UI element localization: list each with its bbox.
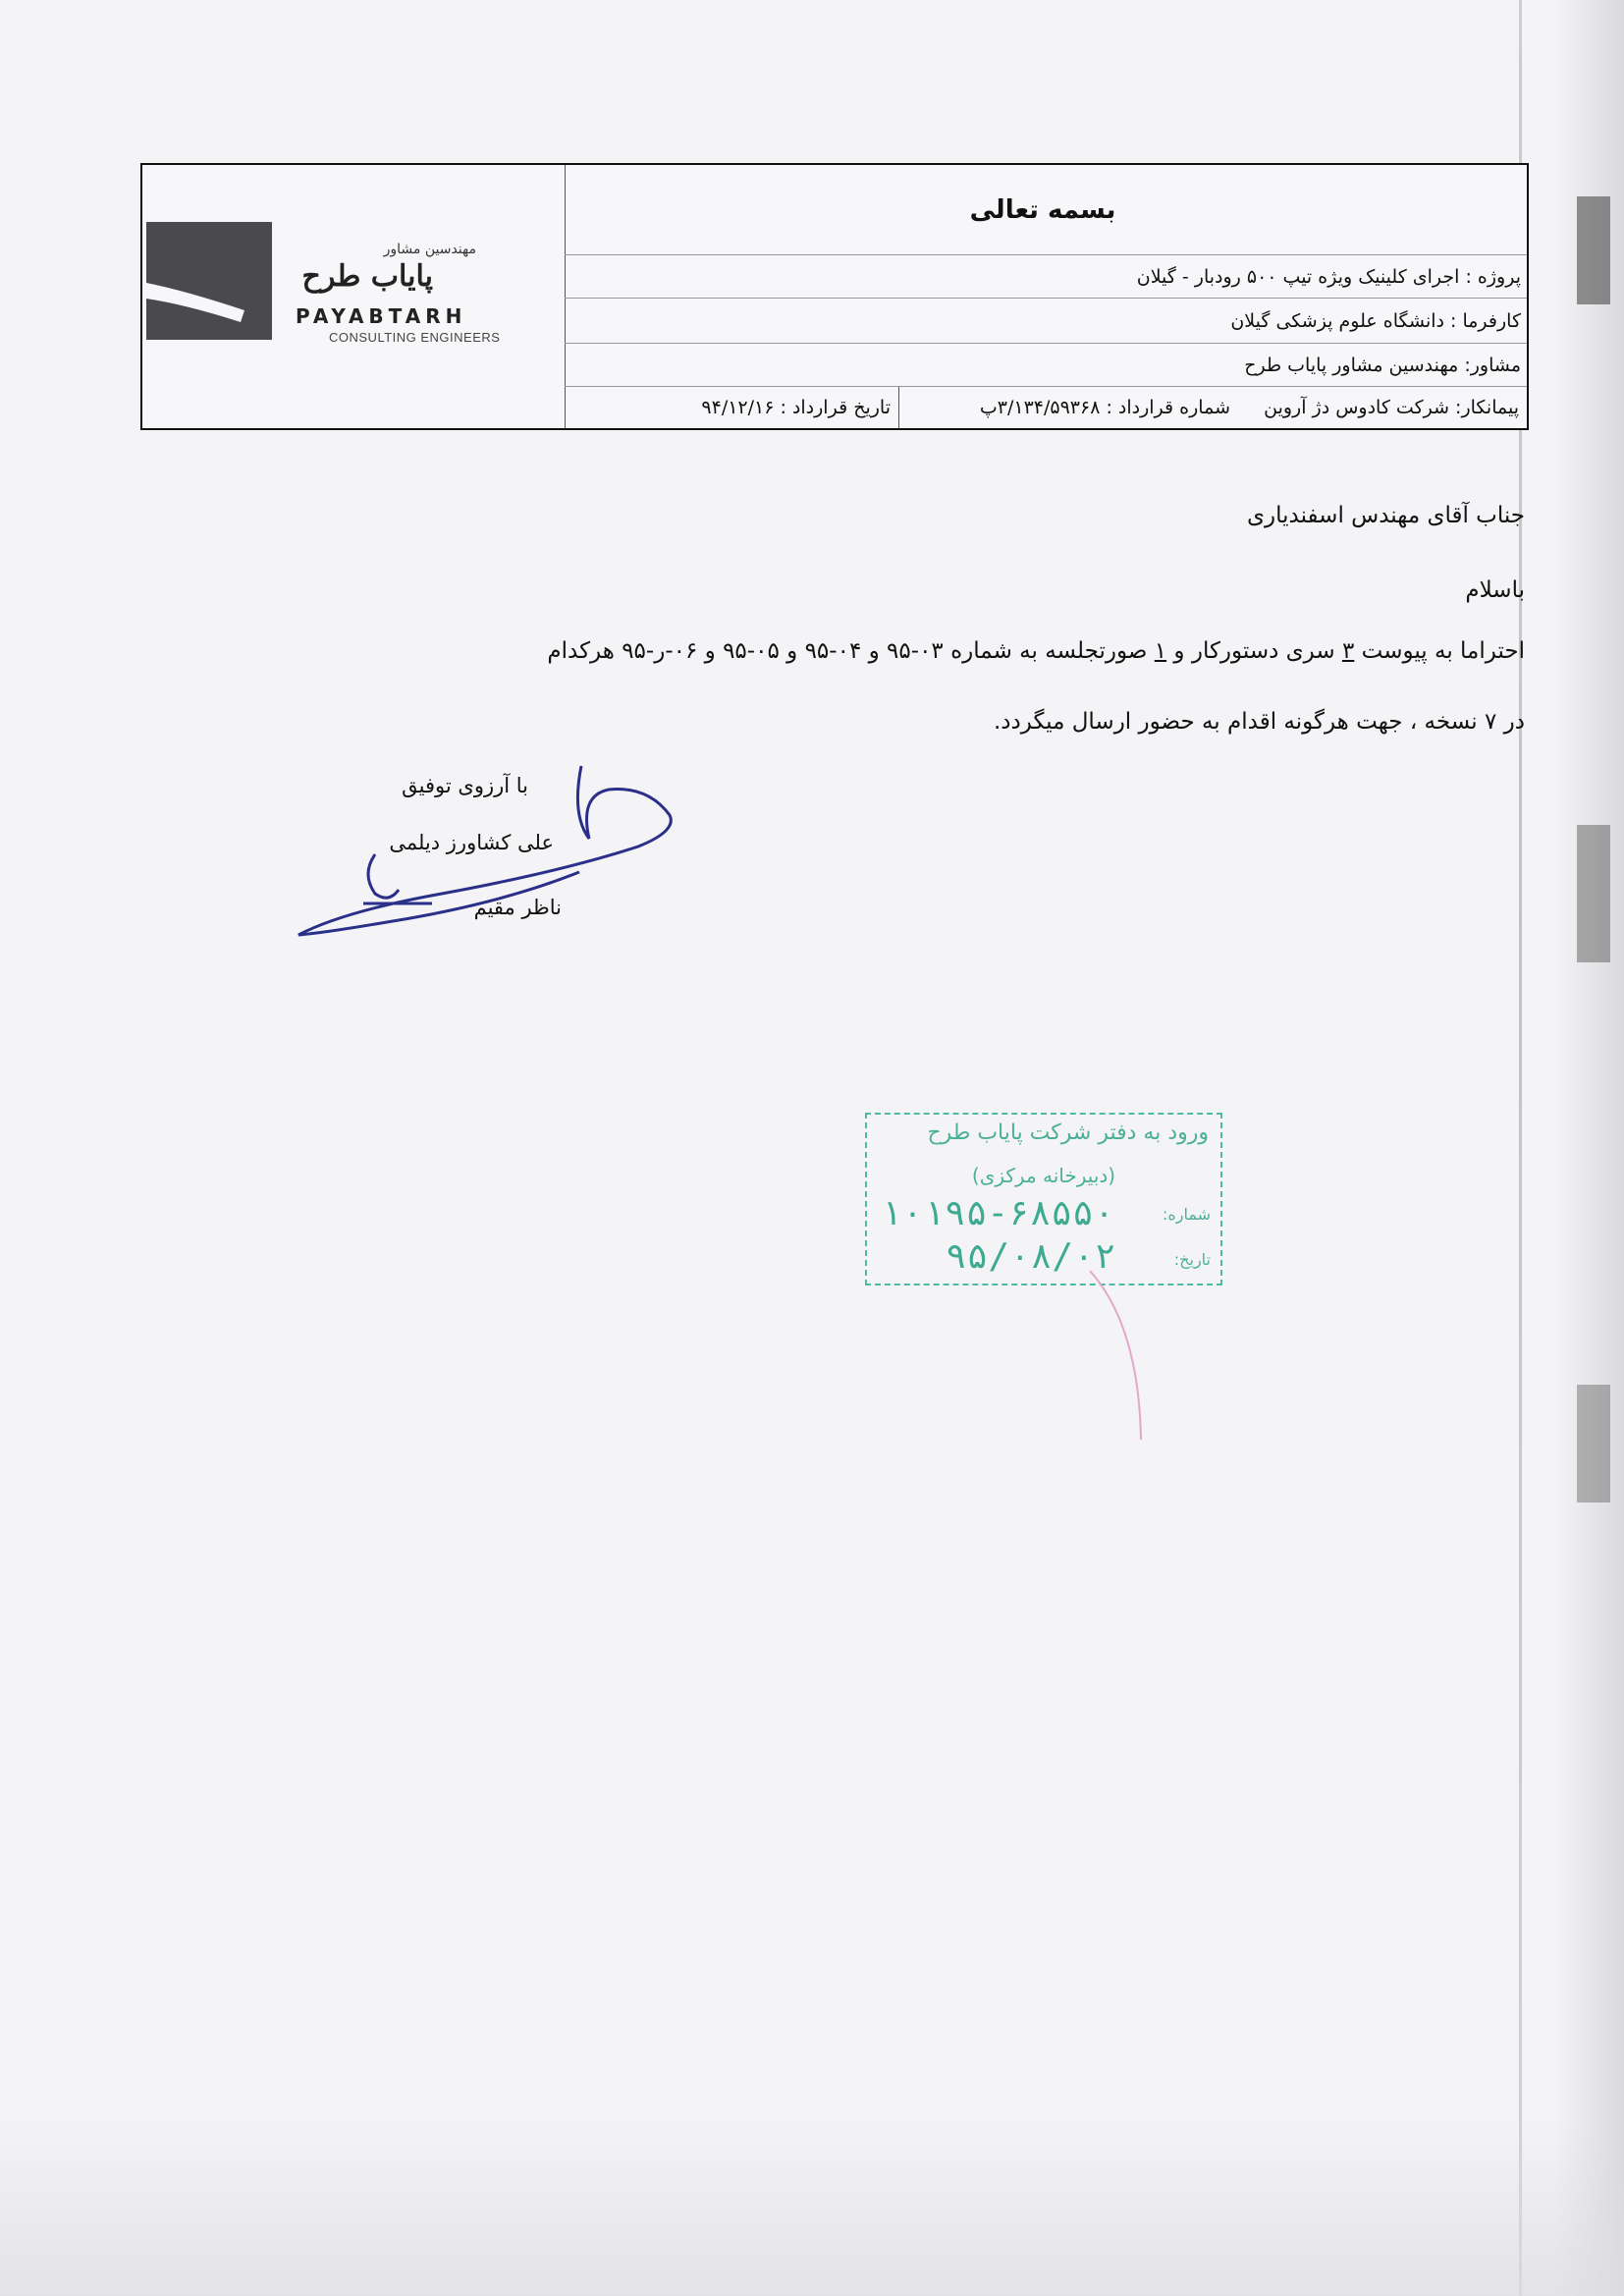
scan-edge-mark — [1577, 1385, 1610, 1503]
letterhead-table — [140, 163, 1529, 430]
minutes-count: ۱ — [1154, 638, 1167, 664]
handwritten-signature — [285, 756, 697, 953]
contract-number-cell: شماره قرارداد : ۳/۱۳۴/۵۹۳۶۸پ — [898, 387, 1238, 428]
body-line-1-part-b: سری دستورکار و — [1166, 638, 1342, 664]
signer-title: ناظر مقیم — [473, 896, 562, 919]
logo-name-en: PAYABTARH — [296, 304, 467, 328]
contractor-cell: پیمانکار: شرکت کادوس دژ آروین — [1264, 397, 1519, 418]
contract-row — [565, 387, 1527, 428]
scan-bottom-shade — [0, 2111, 1624, 2296]
document-heading: بسمه تعالی — [565, 165, 1527, 255]
logo-subtitle-en: CONSULTING ENGINEERS — [329, 330, 501, 345]
attachment-count: ۳ — [1341, 638, 1355, 664]
employer-row: کارفرما : دانشگاه علوم پزشکی گیلان — [565, 299, 1527, 344]
logo-name-fa: پایاب طرح — [301, 259, 433, 294]
contract-date-cell: تاریخ قرارداد : ۹۴/۱۲/۱۶ — [565, 387, 898, 428]
project-row: پروژه : اجرای کلینیک ویژه تیپ ۵۰۰ رودبار - گیلان — [565, 255, 1527, 299]
consultant-row: مشاور: مهندسین مشاور پایاب طرح — [565, 344, 1527, 387]
stamp-date-label: تاریخ: — [1173, 1250, 1211, 1269]
receipt-stamp — [865, 1113, 1222, 1285]
closing-phrase: با آرزوی توفیق — [402, 774, 528, 797]
project-info-rows — [565, 165, 1527, 428]
pen-mark — [1080, 1267, 1159, 1444]
stamp-subtitle: (دبیرخانه مرکزی) — [971, 1164, 1116, 1187]
logo-subtitle-fa: مهندسین مشاور — [383, 242, 476, 257]
company-logo-block — [142, 165, 566, 428]
stamp-date-value: ۹۵/۰۸/۰۲ — [946, 1236, 1116, 1277]
body-line-1-part-a: احتراما به پیوست — [1354, 638, 1525, 664]
body-line-2: در ۷ نسخه ، جهت هرگونه اقدام به حضور ارسال میگردد. — [993, 709, 1525, 735]
body-line-1-part-c: صورتجلسه به شماره ۰۳-۹۵ و ۰۴-۹۵ و ۰۵-۹۵ و ۰۶-ر-۹۵ هرکدام — [547, 638, 1155, 664]
stamp-number-label: شماره: — [1162, 1205, 1211, 1224]
scan-edge-mark — [1577, 825, 1610, 962]
scan-edge-shadow — [1555, 0, 1624, 2296]
scan-edge-mark — [1577, 196, 1610, 304]
signer-name: علی کشاورز دیلمی — [389, 831, 554, 854]
body-line-1 — [547, 638, 1525, 664]
greeting: باسلام — [1465, 577, 1525, 603]
stamp-title: ورود به دفتر شرکت پایاب طرح — [927, 1121, 1209, 1145]
salutation: جناب آقای مهندس اسفندیاری — [1247, 503, 1525, 528]
stamp-number-value: ۱۰۱۹۵-۶۸۵۵۰ — [881, 1193, 1115, 1233]
